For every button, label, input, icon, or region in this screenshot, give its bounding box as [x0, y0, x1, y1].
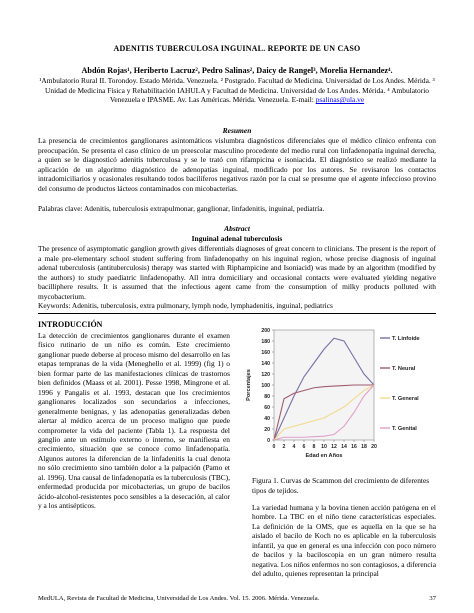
- keywords: Keywords: Adenitis, tuberculosis, extra pulmonary, lymph node, lymphadenitis, inguinal, pediatrics: [38, 301, 333, 310]
- palabras-clave: Palabras clave: Adenitis, tuberculosis extrapulmonar, ganglionar, linfadenitis, inguinal, pediatría.: [38, 204, 325, 213]
- email-link[interactable]: psalinas@ula.ve: [315, 95, 365, 105]
- y-tick-label: 120: [261, 372, 270, 378]
- legend-label: T. Genital: [392, 426, 417, 432]
- x-axis-label: Edad en Años: [305, 453, 343, 459]
- y-tick-label: 40: [264, 416, 270, 422]
- chart-axes: [246, 328, 377, 459]
- intro-heading: INTRODUCCIÓN: [38, 320, 103, 329]
- affiliations: [30, 76, 444, 105]
- x-tick-label: 14: [341, 444, 347, 450]
- abstract-title: Inguinal adenal tuberculosis: [191, 234, 283, 243]
- y-tick-label: 200: [261, 328, 270, 334]
- abstract-text: The presence of asymptomatic ganglion growth gives differentials diagnoses of great concern to clinicians. The present is the report of a male pre-elementary school student suffering from linfadenopathy on his inguinal region, whose precise diagnosis of inguinal adenal tuberculosis (antituberculosis) therapy was started with Riphampicine and Isoniacid) was made by an algorithm (modified by the authors) to study paediatric linfadenopathy. All intra domiciliary and occasional contacts were evaluated yielding negative bacilliphere results. It is assumed that the infectious agent came from the consumption of milky products polluted with mycobacterium.: [38, 244, 436, 301]
- abstract-heading: Abstract: [224, 224, 250, 233]
- y-tick-label: 60: [264, 405, 270, 411]
- figure-caption: Figura 1. Curvas de Scammon del crecimiento de diferentes tipos de tejidos.: [252, 476, 430, 495]
- y-tick-label: 80: [264, 394, 270, 400]
- x-tick-label: 8: [312, 444, 316, 450]
- affiliation-text: ¹Ambulatorio Rural II. Torondoy. Estado Mérida. Venezuela. ² Postgrado. Facultad de Medicina. Universidad de Los Andes. Mérida. ³ Unidad de Medicina Física y Rehabilitación IAHULA y Facultad de Medicina. Universidad de Los Andes. Mérida. ⁴ Ambulatorio Venezuela e IPASME. Av. Las Américas. Mérida. Venezuela. E-mail:: [39, 76, 435, 105]
- legend-label: T. Linfoide: [392, 336, 420, 342]
- legend-label: T. General: [392, 396, 419, 402]
- y-tick-label: 20: [264, 427, 270, 433]
- page-number: 37: [429, 595, 436, 602]
- x-tick-label: 18: [361, 444, 367, 450]
- intro-text: La detección de crecimientos ganglionares durante el examen físico rutinario de un niño es común. Este crecimiento ganglionar puede deberse al proceso mismo del desarrollo en las etapas tempranas de la vida (Meneghello et al. 1999) (fig 1) o bien formar parte de las manifestaciones clínicas de trastornos bien definidos (Maass et al. 2001). Pesse 1998, Mingrone et al. 1996 y Pangalis et al. 1993, destacan que los crecimientos ganglionares localizados son secundarios a infecciones, generalmente benignas, y las adenopatías generalizadas deben alertar al médico acerca de un proceso maligno que puede comprometer la vida del paciente (Tabla 1). La respuesta del ganglio ante un estímulo externo o interno, se manifiesta en crecimiento, situación que se conoce como linfadenopatía. Algunos autores la diferencian de la linfadenitis la cual denota no sólo crecimiento sino también dolor a la palpación (Pamo et al. 1996). Una causal de linfadenopatía es la tuberculosis (TBC), enfermedad producida por micobacterias, un grupo de bacilos ácido-alcohol-resistentes poco sensibles a la desecación, al calor y a los antisépticos.: [38, 331, 230, 511]
- x-tick-label: 4: [292, 444, 296, 450]
- y-tick-label: 0: [267, 438, 270, 444]
- y-tick-label: 160: [261, 350, 270, 356]
- divider: [38, 313, 436, 314]
- x-tick-label: 20: [371, 444, 377, 450]
- resumen-heading: Resumen: [222, 126, 252, 135]
- chart-legend: [380, 336, 420, 432]
- y-tick-label: 100: [261, 383, 270, 389]
- resumen-text: La presencia de crecimientos ganglionares asintomáticos vislumbra diagnósticos diferenciales que el médico clínico enfrenta con preocupación. Se presenta el caso clínico de un preescolar masculino procedente del medio rural con linfadenopatía inguinal derecha, a quien se le diagnosticó adenitis tuberculosa y se le trató con rifampicina e isoniacida. El diagnóstico se realizó mediante la aplicación de un algoritmo diagnóstico de adenopatías inguinal, modificado por los autores. Se revisaron los contactos intradomiciliarios y ocasionales resultando todos bacilíferos negativos razón por la cual se presume que el agente infeccioso provino del consumo de productos lácteos contaminados con micobacterias.: [38, 136, 436, 193]
- x-tick-label: 2: [282, 444, 286, 450]
- right-column-text: La variedad humana y la bovina tienen acción patógena en el hombre. La TBC en el niño tiene características especiales. La definición de la OMS, que es aquella en la que se ha aislado el bacilo de Koch no es aplicable en la tuberculosis infantil, ya que en general es una infección con poco número de bacilos y la baciloscopia en un gran número resulta negativa. Los niños enfermos no son contagiosos, a diferencia del adulto, quienes representan la principal: [252, 503, 436, 579]
- x-tick-label: 0: [272, 444, 276, 450]
- x-tick-label: 16: [351, 444, 357, 450]
- x-tick-label: 12: [331, 444, 337, 450]
- legend-label: T. Neural: [392, 366, 416, 372]
- x-tick-label: 10: [321, 444, 327, 450]
- footer-journal: MedULA, Revista de Facultad de Medicina, Universidad de Los Andes. Vol. 15. 2006. Mérida. Venezuela.: [38, 595, 320, 602]
- y-axis-label: Porcentajes: [246, 369, 252, 401]
- y-tick-label: 180: [261, 339, 270, 345]
- paper-title: ADENITIS TUBERCULOSA INGUINAL. REPORTE DE UN CASO: [113, 44, 361, 53]
- authors: Abdón Rojas¹, Heriberto Lacruz², Pedro Salinas², Daicy de Rangel³, Morelia Hernandez⁴.: [81, 66, 393, 75]
- y-tick-label: 140: [261, 361, 270, 367]
- page-footer: [38, 595, 436, 602]
- scammon-chart: [240, 322, 440, 468]
- x-tick-label: 6: [302, 444, 306, 450]
